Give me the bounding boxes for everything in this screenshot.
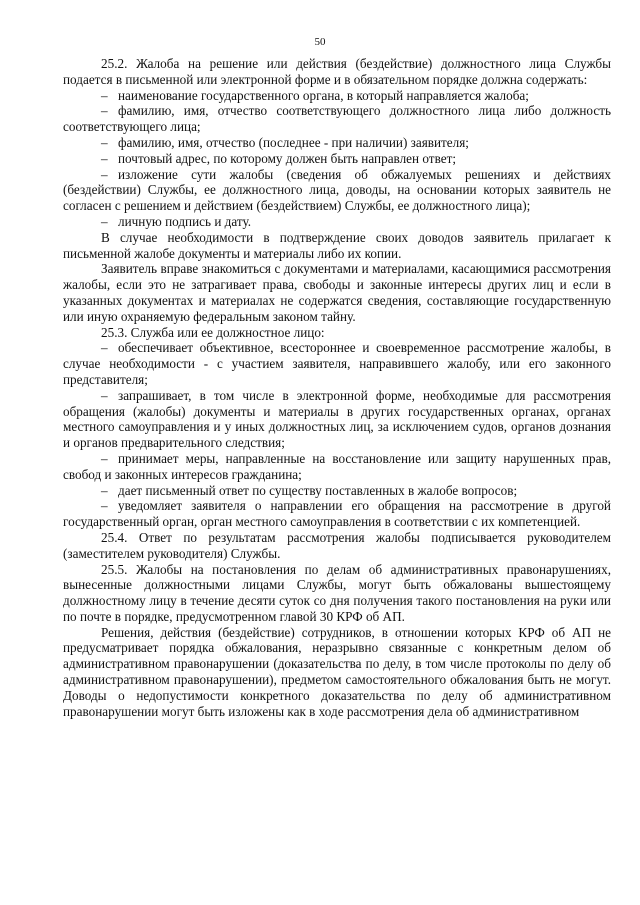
list-item-signature-date <box>63 214 611 230</box>
paragraph-25-2: 25.2. Жалоба на решение или действия (бездействие) должностного лица Службы подается в письменной или электронной форме и в обязательном порядке должна содержать: <box>63 56 611 87</box>
list-item-organ-name <box>63 88 611 104</box>
list-item-notifies-redirect <box>63 498 611 530</box>
list-item-text: почтовый адрес, по которому должен быть направлен ответ; <box>118 150 457 166</box>
list-item-requests-docs <box>63 388 611 451</box>
dash-mark: – <box>101 482 108 498</box>
list-item-text: запрашивает, в том числе в электронной форме, необходимые для рассмотрения обращения (жалобы) документы и материалы в других государственных органах, органах местного самоуправления и у иных должностных лиц, за исключением судов, органов дознания и органов предварительного следствия; <box>63 387 611 451</box>
dash-mark: – <box>101 166 108 182</box>
dash-mark: – <box>101 103 108 119</box>
dash-mark: – <box>101 498 108 514</box>
paragraph-attachments: В случае необходимости в подтверждение своих доводов заявитель прилагает к письменной жалобе документы и материалы либо их копии. <box>63 229 611 261</box>
list-item-complaint-essence <box>63 167 611 214</box>
list-item-text: принимает меры, направленные на восстановление или защиту нарушенных прав, свобод и законных интересов гражданина; <box>63 450 611 482</box>
dash-mark: – <box>101 87 108 103</box>
list-item-written-answer <box>63 483 611 499</box>
list-item-official-name <box>63 103 611 135</box>
list-item-applicant-name <box>63 135 611 151</box>
paragraph-25-5: 25.5. Жалобы на постановления по делам об административных правонарушениях, вынесенные должностными лицами Службы, могут быть обжалованы вышестоящему должностному лицу в течение десяти суток со дня получения такого постановления на руки или по почте в порядке, предусмотренном главой 30 КРФ об АП. <box>63 561 611 624</box>
list-item-ensures-review <box>63 340 611 387</box>
dash-mark: – <box>101 450 108 466</box>
list-item-text: обеспечивает объективное, всестороннее и своевременное рассмотрение жалобы, в случае необходимости - с участием заявителя, направившего жалобу, или его законного представителя; <box>63 340 611 387</box>
list-item-text: личную подпись и дату. <box>118 213 252 229</box>
document-body <box>63 56 611 719</box>
dash-mark: – <box>101 150 108 166</box>
paragraph-applicant-rights: Заявитель вправе знакомиться с документами и материалами, касающимися рассмотрения жалобы, если это не затрагивает права, свободы и законные интересы других лиц и если в указанных документах и материалах не содержатся сведения, составляющие государственную или иную охраняемую федеральным законом тайну. <box>63 261 611 324</box>
paragraph-decisions-actions: Решения, действия (бездействие) сотрудников, в отношении которых КРФ об АП не предусматривает порядка обжалования, неразрывно связанные с конкретным делом об административном правонарушении (доказательства по делу, в том числе протоколы по делу об административном правонарушении), предметом самостоятельного обжалования быть не могут. Доводы о недопустимости конкретного доказательства по делу об административном правонарушении могут быть изложены как в ходе рассмотрения дела об административном <box>63 624 611 719</box>
dash-mark: – <box>101 387 108 403</box>
list-item-text: наименование государственного органа, в который направляется жалоба; <box>118 87 529 103</box>
list-item-text: уведомляет заявителя о направлении его обращения на рассмотрение в другой государственный орган, орган местного самоуправления в соответствии с их компетенцией. <box>63 498 611 530</box>
paragraph-25-3: 25.3. Служба или ее должностное лицо: <box>101 324 325 340</box>
page-number: 50 <box>314 36 326 48</box>
list-item-text: дает письменный ответ по существу поставленных в жалобе вопросов; <box>118 482 518 498</box>
paragraph-25-4: 25.4. Ответ по результатам рассмотрения жалобы подписывается руководителем (заместителем руководителя) Службы. <box>63 529 611 561</box>
dash-mark: – <box>101 213 108 229</box>
list-item-text: изложение сути жалобы (сведения об обжалуемых решениях и действиях (бездействии) Службы, ее должностного лица, доводы, на основании которых заявитель не согласен с решением и действием (бездействием) Службы, ее должностного лица); <box>63 166 611 214</box>
dash-mark: – <box>101 340 108 356</box>
list-item-text: фамилию, имя, отчество соответствующего должностного лица либо должность соответствующего лица; <box>63 103 611 135</box>
list-item-text: фамилию, имя, отчество (последнее - при наличии) заявителя; <box>118 134 469 150</box>
list-item-restores-rights <box>63 451 611 483</box>
dash-mark: – <box>101 134 108 150</box>
list-item-postal-address <box>63 151 611 167</box>
